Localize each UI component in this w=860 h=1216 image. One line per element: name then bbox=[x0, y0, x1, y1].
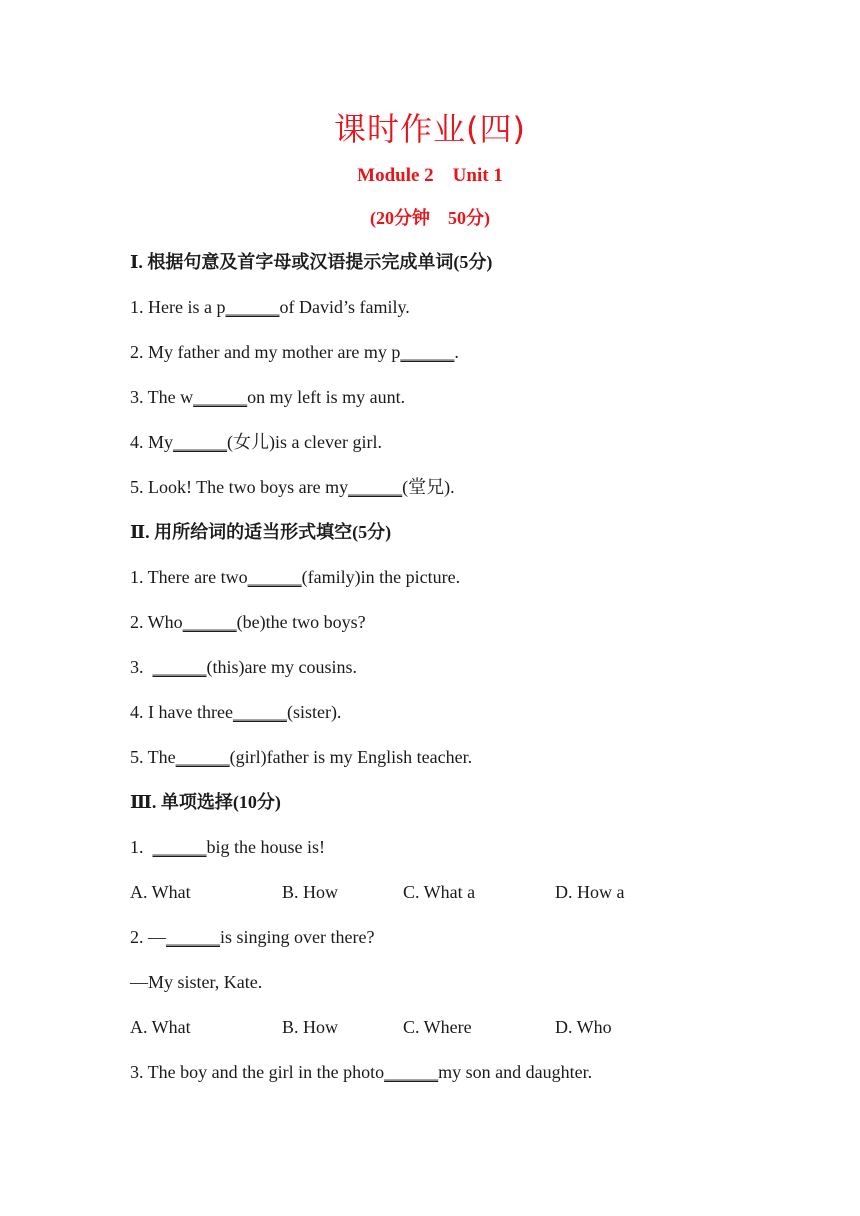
section-1-heading: Ⅰ. 根据句意及首字母或汉语提示完成单词(5分) bbox=[130, 252, 493, 272]
q1-option-a: A. What bbox=[130, 882, 191, 902]
answer-blank: ______ bbox=[193, 387, 248, 407]
answer-blank: ______ bbox=[384, 1062, 439, 1082]
s1-question-3 bbox=[130, 385, 405, 409]
q2-option-d: D. Who bbox=[555, 1017, 612, 1037]
question-text: (family)in the picture. bbox=[301, 567, 461, 587]
q1-option-d: D. How a bbox=[555, 882, 625, 902]
answer-blank: ______ bbox=[247, 567, 302, 587]
question-text: (sister). bbox=[286, 702, 342, 722]
q1-option-c: C. What a bbox=[403, 882, 476, 902]
answer-blank: ______ bbox=[175, 747, 230, 767]
question-text: (堂兄). bbox=[402, 477, 455, 497]
s2-question-1 bbox=[130, 565, 460, 589]
s1-question-4 bbox=[130, 430, 382, 454]
s2-question-2 bbox=[130, 610, 366, 634]
answer-blank: ______ bbox=[348, 477, 403, 497]
question-text: 4. I have three bbox=[130, 702, 233, 722]
s1-question-1 bbox=[130, 295, 410, 319]
s3-question-1 bbox=[130, 835, 325, 859]
question-text: is singing over there? bbox=[220, 927, 375, 947]
s3-question-2-answer: —My sister, Kate. bbox=[130, 972, 263, 992]
answer-blank: ______ bbox=[152, 657, 207, 677]
question-text: 5. Look! The two boys are my bbox=[130, 477, 349, 497]
s2-question-3 bbox=[130, 655, 357, 679]
worksheet-title: 课时作业(四) bbox=[334, 110, 526, 148]
question-text: big the house is! bbox=[206, 837, 325, 857]
question-text: (be)the two boys? bbox=[236, 612, 366, 632]
question-text: 1. bbox=[130, 837, 153, 857]
s2-question-4 bbox=[130, 700, 341, 724]
answer-blank: ______ bbox=[225, 297, 280, 317]
section-2-heading: Ⅱ. 用所给词的适当形式填空(5分) bbox=[130, 522, 392, 542]
q2-option-b: B. How bbox=[282, 1017, 339, 1037]
answer-blank: ______ bbox=[173, 432, 228, 452]
question-text: 4. My bbox=[130, 432, 174, 452]
s1-question-5 bbox=[130, 475, 455, 499]
question-text: 5. The bbox=[130, 747, 176, 767]
question-text: 3. The w bbox=[130, 387, 194, 407]
time-score-info: (20分钟 50分) bbox=[370, 208, 490, 228]
question-text: (this)are my cousins. bbox=[206, 657, 357, 677]
question-text: on my left is my aunt. bbox=[247, 387, 406, 407]
question-text: 1. There are two bbox=[130, 567, 248, 587]
question-text: 2. — bbox=[130, 927, 166, 947]
answer-blank: ______ bbox=[166, 927, 220, 947]
answer-blank: ______ bbox=[400, 342, 455, 362]
q2-option-a: A. What bbox=[130, 1017, 191, 1037]
s2-question-5 bbox=[130, 745, 472, 769]
q2-option-c: C. Where bbox=[403, 1017, 472, 1037]
question-text: . bbox=[454, 342, 459, 362]
module-unit-subtitle: Module 2 Unit 1 bbox=[357, 165, 503, 186]
answer-blank: ______ bbox=[182, 612, 237, 632]
question-text: of David’s family. bbox=[279, 297, 410, 317]
question-text: 2. My father and my mother are my p bbox=[130, 342, 401, 362]
s1-question-2 bbox=[130, 340, 459, 364]
section-3-heading: Ⅲ. 单项选择(10分) bbox=[130, 792, 281, 812]
question-text: 2. Who bbox=[130, 612, 183, 632]
answer-blank: ______ bbox=[152, 837, 207, 857]
question-text: 1. Here is a p bbox=[130, 297, 226, 317]
answer-blank: ______ bbox=[232, 702, 287, 722]
question-text: (girl)father is my English teacher. bbox=[229, 747, 473, 767]
s3-question-2 bbox=[130, 925, 374, 949]
s3-question-3 bbox=[130, 1060, 592, 1084]
question-text: my son and daughter. bbox=[438, 1062, 593, 1082]
question-text: (女儿)is a clever girl. bbox=[227, 432, 382, 452]
q1-option-b: B. How bbox=[282, 882, 339, 902]
question-text: 3. bbox=[130, 657, 153, 677]
question-text: 3. The boy and the girl in the photo bbox=[130, 1062, 385, 1082]
